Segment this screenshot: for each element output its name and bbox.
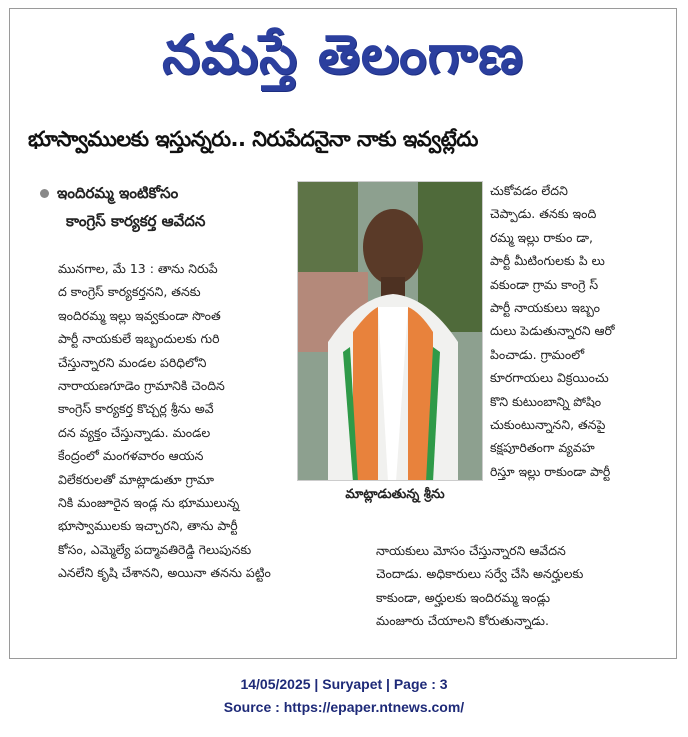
- text-line: పార్టీ నాయకులే ఇబ్బందులకు గురి: [58, 331, 220, 347]
- epaper-clipping: [9, 8, 677, 659]
- text-line: పార్టీ మీటింగులకు పి లు: [490, 253, 605, 269]
- text-line: కొని కుటుంబాన్ని పోషిం: [490, 393, 602, 409]
- text-line: ఎనలేని కృషి చేశానని, అయినా తనను పట్టిం: [58, 565, 271, 581]
- text-line: విలేకరులతో మాట్లాడుతూ గ్రామా: [58, 471, 214, 487]
- text-line: పించాడు. గ్రామంలో: [490, 346, 585, 362]
- text-line: రమ్మ ఇల్లు రాకుం డా,: [490, 229, 594, 245]
- text-line: చెందాడు. అధికారులు సర్వే చేసి అనర్హులకు: [376, 566, 584, 582]
- text-line: చెప్పాడు. తనకు ఇంది: [490, 206, 597, 222]
- text-line: చుకోవడం లేదని: [490, 183, 568, 198]
- text-line: పార్టీ నాయకులు ఇబ్బం: [490, 300, 600, 316]
- text-line: మంజూరు చేయాలని కోరుతున్నాడు.: [376, 613, 549, 629]
- text-line: ద కాంగ్రెస్ కార్యకర్తనని, తనకు: [58, 284, 201, 300]
- text-line: కూరగాయలు విక్రయించు: [490, 370, 609, 386]
- article-subhead: [40, 179, 300, 235]
- article-column-bottom: [376, 539, 668, 633]
- text-line: కక్షపూరితంగా వ్యవహ: [490, 440, 595, 456]
- man-portrait-photo: [298, 182, 483, 481]
- masthead: [10, 9, 676, 113]
- article-headline: భూస్వాములకు ఇస్తున్నరు.. నిరుపేదనైనా నాకు ఇవ్వట్లేదు: [28, 127, 478, 151]
- article-column-left: [58, 257, 296, 585]
- photo-caption: మాట్లాడుతున్న శ్రీను: [345, 487, 445, 502]
- text-line: ఇందిరమ్మ ఇల్లు ఇవ్వకుండా సొంత: [58, 307, 221, 323]
- text-line: భూస్వాములకు ఇచ్చారని, తాను పార్టీ: [58, 518, 238, 534]
- text-line: కేంద్రంలో మంగళవారం ఆయన: [58, 448, 204, 464]
- text-line: వకుండా గ్రామ కాంగ్రె స్: [490, 276, 599, 292]
- source-link[interactable]: Source : https://epaper.ntnews.com/: [223, 699, 465, 715]
- article-column-right: [490, 179, 665, 483]
- text-line: రిస్తూ ఇల్లు రాకుండా పార్టీ: [490, 463, 611, 479]
- text-line: చుకుంటున్నానని, తనపై: [490, 417, 606, 433]
- text-line: దులు పెడుతున్నారని ఆరో: [490, 323, 615, 339]
- subhead-line-1: ఇందిరమ్మ ఇంటికోసం: [57, 184, 179, 202]
- text-line: నికి మంజూరైన ఇండ్ల ను భూములున్న: [58, 495, 240, 511]
- text-line: దన వ్యక్తం చేస్తున్నాడు. మండల: [58, 424, 211, 440]
- text-line: కోసం, ఎమ్మెల్యే పద్మావతిరెడ్డి గెలుపునకు: [58, 541, 252, 557]
- text-line: కాకుండా, అర్హులకు ఇందిరమ్మ ఇండ్లు: [376, 589, 551, 605]
- newspaper-logo: నమస్తే తెలంగాణ: [162, 22, 524, 86]
- text-line: చేస్తున్నారని మండల పరిధిలోని: [58, 354, 207, 370]
- subhead-line-2: కాంగ్రెస్ కార్యకర్త ఆవేదన: [66, 212, 206, 230]
- text-line: నారాయణగూడెం గ్రామానికి చెందిన: [58, 378, 225, 394]
- article-photo: [297, 181, 483, 481]
- text-line: నాయకులు మోసం చేస్తున్నారని ఆవేదన: [376, 543, 566, 558]
- text-line: కాంగ్రెస్ కార్యకర్త కొచ్చర్ల శ్రీను అవే: [58, 401, 214, 417]
- bullet-icon: [40, 189, 49, 198]
- text-line: మునగాల, మే 13 : తాను నిరుపే: [58, 261, 218, 276]
- edition-info: 14/05/2025 | Suryapet | Page : 3: [240, 676, 448, 692]
